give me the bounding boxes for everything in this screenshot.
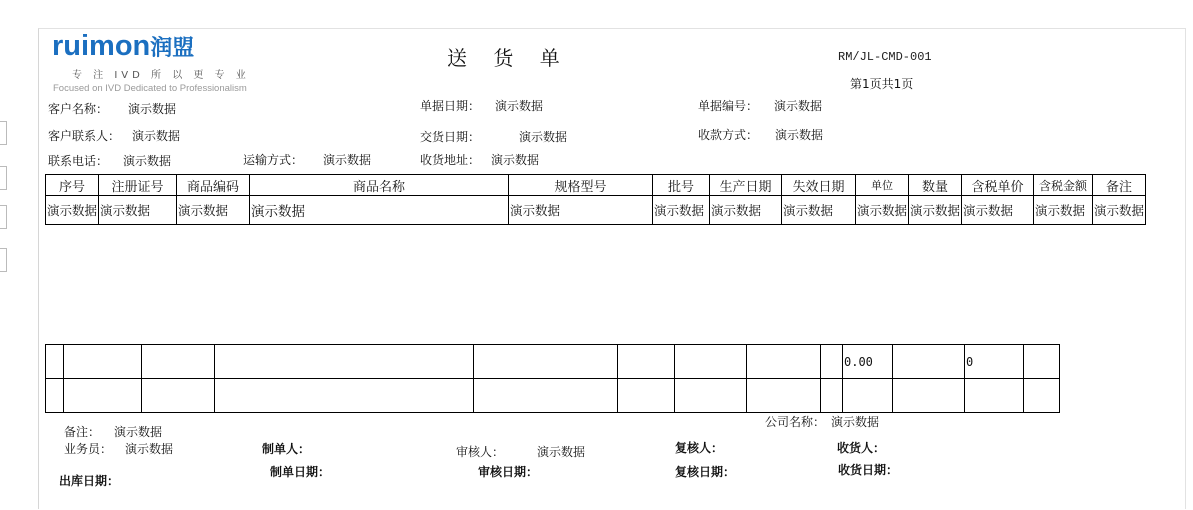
header-cell: 规格型号 (509, 175, 653, 196)
salesman-label: 业务员： (64, 442, 113, 456)
delivery-date-label: 交货日期： (420, 130, 481, 144)
logo-tagline: 专 注 IVD 所 以 更 专 业 (72, 70, 250, 81)
audit-date-label: 审核日期： (478, 465, 539, 479)
side-control-1[interactable] (0, 121, 7, 145)
customer-name-value: 演示数据 (128, 102, 177, 116)
reviewer-label: 复核人： (675, 441, 724, 455)
header-cell: 商品名称 (250, 175, 509, 196)
total-quantity: 0.00 (843, 345, 893, 379)
totals-row (46, 345, 1060, 379)
review-date-label: 复核日期： (675, 465, 736, 479)
items-table (45, 174, 1146, 225)
header-cell: 商品编码 (177, 175, 250, 196)
table-cell: 演示数据 (856, 196, 909, 225)
payment-value: 演示数据 (775, 128, 824, 142)
table-cell: 演示数据 (653, 196, 710, 225)
address-value: 演示数据 (491, 153, 540, 167)
auditor-value: 演示数据 (537, 445, 586, 459)
contact-label: 客户联系人： (48, 129, 121, 143)
side-control-3[interactable] (0, 205, 7, 229)
company-logo (52, 30, 194, 63)
delivery-date-value: 演示数据 (519, 130, 568, 144)
header-cell: 序号 (46, 175, 99, 196)
make-date-label: 制单日期： (270, 465, 331, 479)
maker-label: 制单人： (262, 442, 311, 456)
side-control-4[interactable] (0, 248, 7, 272)
doc-date-label: 单据日期： (420, 99, 481, 113)
payment-label: 收款方式： (698, 128, 759, 142)
receive-date-label: 收货日期： (838, 463, 899, 477)
document-sheet (38, 28, 1186, 509)
doc-no-label: 单据编号： (698, 99, 759, 113)
header-cell: 含税单价 (962, 175, 1034, 196)
header-cell: 备注 (1093, 175, 1146, 196)
address-label: 收货地址： (420, 153, 481, 167)
header-cell: 注册证号 (99, 175, 177, 196)
header-cell: 含税金额 (1034, 175, 1093, 196)
doc-date-value: 演示数据 (495, 99, 544, 113)
contact-value: 演示数据 (132, 129, 181, 143)
table-row (46, 196, 1146, 225)
page-title: 送 货 单 (447, 46, 570, 70)
table-cell: 演示数据 (962, 196, 1034, 225)
totals-table (45, 344, 1060, 413)
table-cell: 演示数据 (509, 196, 653, 225)
customer-name-label: 客户名称： (48, 102, 109, 116)
logo-subline: Focused on IVD Dedicated to Professionalism (53, 83, 247, 94)
header-cell: 单位 (856, 175, 909, 196)
header-cell: 批号 (653, 175, 710, 196)
table-cell: 演示数据 (250, 196, 509, 225)
transport-value: 演示数据 (323, 153, 372, 167)
company-label: 公司名称： (765, 415, 826, 429)
table-cell: 演示数据 (99, 196, 177, 225)
table-cell: 演示数据 (46, 196, 99, 225)
header-cell: 失效日期 (782, 175, 856, 196)
phone-label: 联系电话： (48, 154, 109, 168)
receiver-label: 收货人： (837, 441, 886, 455)
remark-value: 演示数据 (114, 425, 163, 439)
header-cell: 数量 (909, 175, 962, 196)
table-header-row (46, 175, 1146, 196)
doc-no-value: 演示数据 (774, 99, 823, 113)
remark-label: 备注： (64, 425, 101, 439)
logo-chinese: 润盟 (150, 36, 195, 61)
auditor-label: 审核人： (456, 445, 505, 459)
table-cell: 演示数据 (909, 196, 962, 225)
transport-label: 运输方式： (243, 153, 304, 167)
logo-word: ruimon (52, 30, 151, 62)
blank-row (46, 379, 1060, 413)
page-indicator: 第1页共1页 (850, 77, 914, 91)
table-cell: 演示数据 (710, 196, 782, 225)
table-cell: 演示数据 (1093, 196, 1146, 225)
total-amount: 0 (965, 345, 1024, 379)
salesman-value: 演示数据 (125, 442, 174, 456)
document-code: RM/JL-CMD-001 (838, 50, 932, 64)
header-cell: 生产日期 (710, 175, 782, 196)
phone-value: 演示数据 (123, 154, 172, 168)
side-control-2[interactable] (0, 166, 7, 190)
table-cell: 演示数据 (1034, 196, 1093, 225)
table-cell: 演示数据 (177, 196, 250, 225)
company-value: 演示数据 (831, 415, 880, 429)
table-cell: 演示数据 (782, 196, 856, 225)
out-date-label: 出库日期： (59, 474, 120, 488)
